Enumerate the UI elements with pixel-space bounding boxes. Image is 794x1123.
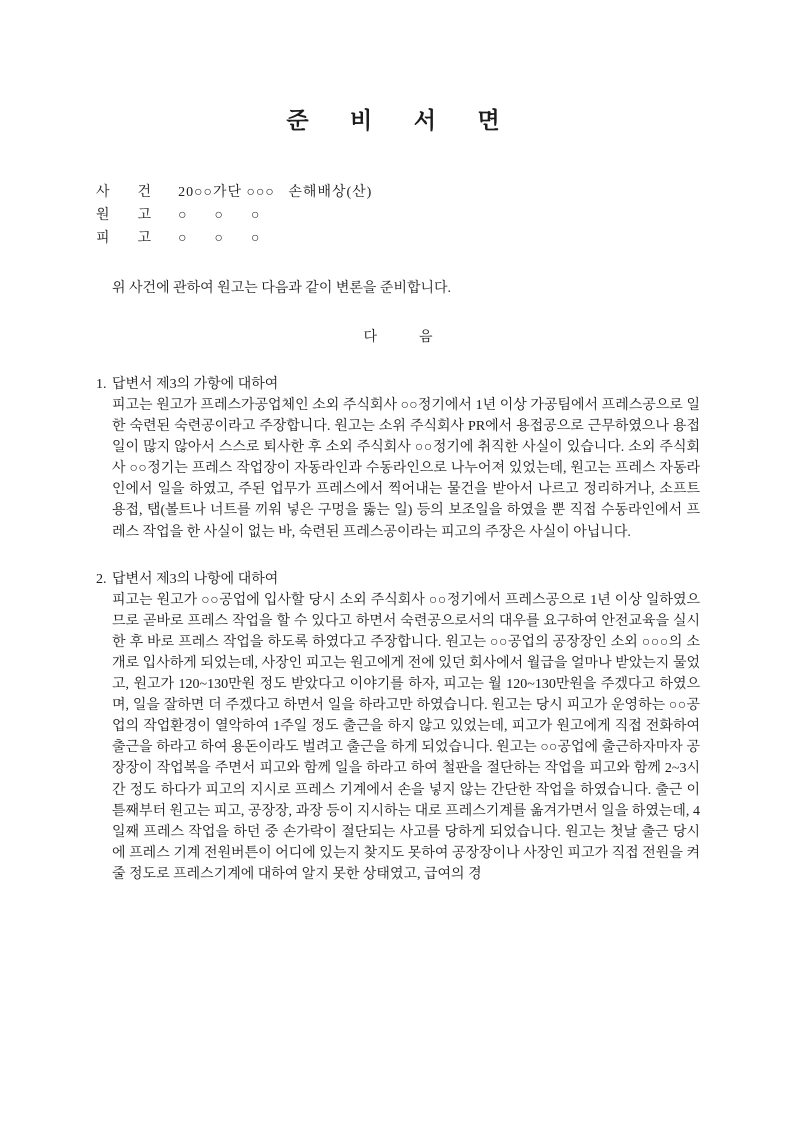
section-1-number: 1. — [96, 377, 107, 392]
plaintiff-value: ○ ○ ○ — [178, 208, 261, 223]
plaintiff-label: 원 고 — [96, 208, 153, 223]
section-2-number: 2. — [96, 571, 107, 587]
case-info-row-plaintiff — [96, 204, 700, 227]
intro-paragraph: 위 사건에 관하여 원고는 다음과 같이 변론을 준비합니다. — [112, 281, 452, 296]
section-2-heading-text: 답변서 제3의 나항에 대하여 — [112, 571, 279, 587]
section-2-body: 피고는 원고가 ○○공업에 입사할 당시 소외 주식회사 ○○정기에서 프레스공으로 1년 이상 일하였으므로 곧바로 프레스 작업을 할 수 있다고 하면서 숙련공으로서의 대우를 요구하여 안전교육을 실시한 후 바로 프레스 작업을 하도록 하였다고 주장합니다. 원고는 ○○공업의 공장장인 소외 ○○○의 소개로 입사하게 되었는데, 사장인 피고는 원고에게 전에 있던 회사에서 월급을 얼마나 받았는지 물었고, 원고가 120~130만원 정도 받았다고 이야기를 하자, 피고는 월 120~130만원을 주겠다고 하였으며, 일을 잘하면 더 주겠다고 하면서 일을 하라고만 하였습니다. 원고는 당시 피고가 운영하는 ○○공업의 작업환경이 열악하여 1주일 정도 출근을 하지 않고 있었는데, 피고가 원고에게 직접 전화하여 출근을 하라고 하여 용돈이라도 벌려고 출근을 하게 되었습니다. 원고는 ○○공업에 출근하자마자 공장장이 작업복을 주면서 피고와 함께 일을 하라고 하여 철판을 절단하는 작업을 피고와 함께 2~3시간 정도 하다가 피고의 지시로 프레스 기계에서 손을 넣지 않는 간단한 작업을 하였습니다. 출근 이튿째부터 원고는 피고, 공장장, 과장 등이 지시하는 대로 프레스기계를 옮겨가면서 일을 하였는데, 4일째 프레스 작업을 하던 중 손가락이 절단되는 사고를 당하게 되었습니다. 원고는 첫날 출근 당시에 프레스 기계 전원버튼이 어디에 있는지 찾지도 못하여 공장장이나 사장인 피고가 직접 전원을 켜줄 정도로 프레스기계에 대하여 알지 못한 상태였고, 급여의 경 — [112, 592, 700, 882]
case-value: 20○○가단 ○○○ 손해배상(산) — [178, 185, 373, 200]
case-label: 사 건 — [96, 185, 153, 200]
section-1-heading-text: 답변서 제3의 가항에 대하여 — [112, 377, 279, 392]
case-info-row-defendant — [96, 227, 700, 250]
defendant-value: ○ ○ ○ — [178, 231, 261, 246]
section-1-body: 피고는 원고가 프레스가공업체인 소외 주식회사 ○○정기에서 1년 이상 가공팀에서 프레스공으로 일한 숙련된 숙련공이라고 주장합니다. 원고는 소위 주식회사 PR에서 용접공으로 근무하였으나 용접일이 많지 않아서 스스로 퇴사한 후 소외 주식회사 ○○정기에 취직한 사실이 있습니다. 소외 주식회사 ○○정기는 프레스 작업장이 자동라인과 수동라인으로 나누어져 있었는데, 원고는 프레스 자동라인에서 일을 하였고, 주된 업무가 프레스에서 찍어내는 물건을 받아서 나르고 정리하거나, 소프트 용접, 탭(볼트나 너트를 끼워 넣은 구멍을 뚫는 일) 등의 보조일을 하였을 뿐 직접 수동라인에서 프레스 작업을 한 사실이 없는 바, 숙련된 프레스공이라는 피고의 주장은 사실이 아닙니다. — [112, 398, 700, 540]
document-title: 준 비 서 면 — [286, 108, 510, 133]
case-info-row-case — [96, 181, 700, 204]
daum-heading: 다 음 — [363, 330, 433, 345]
section-1-heading — [96, 374, 700, 395]
section-2 — [96, 569, 700, 885]
defendant-label: 피 고 — [96, 231, 153, 246]
section-1 — [96, 374, 700, 543]
case-info-block — [96, 181, 700, 250]
section-2-heading — [96, 569, 700, 590]
